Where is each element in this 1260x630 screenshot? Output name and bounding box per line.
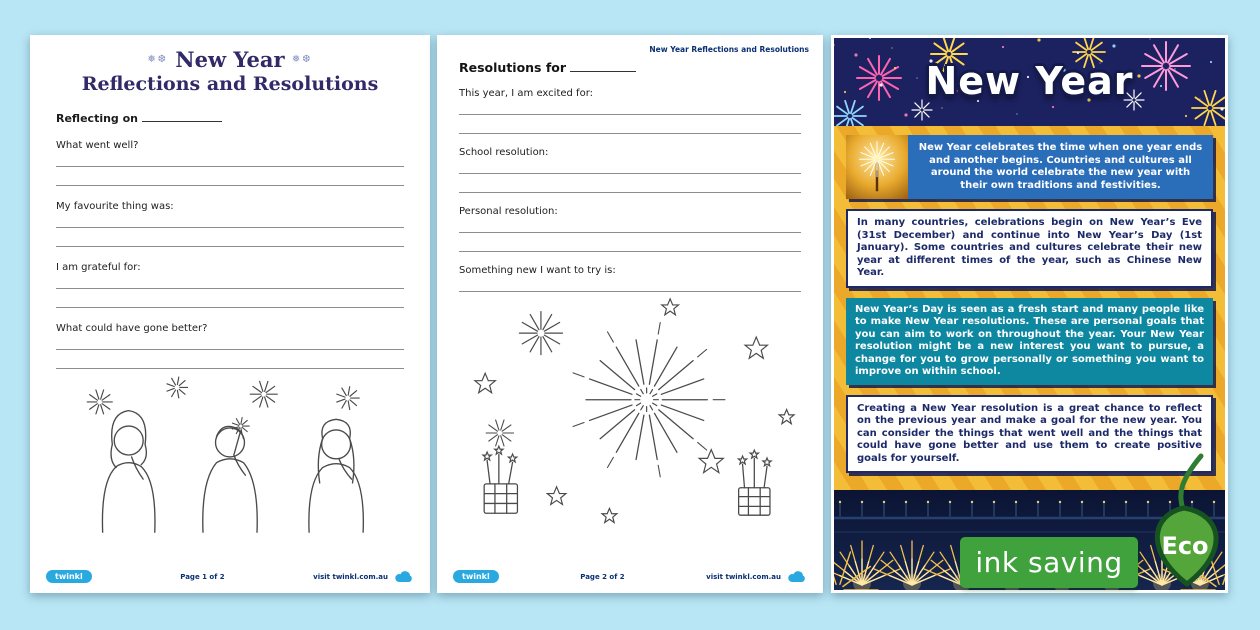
visit-url: visit twinkl.com.au	[706, 572, 781, 581]
fact-box-resolutions: New Year’s Day is seen as a fresh start and many people like to make New Year resolutions. These are personal goals that you can aim to work on throughout the year. Your New Year resolution might be a new interest you want to pursue, a change for you to grow personally or something you want to improve on within school.	[846, 298, 1213, 385]
twinkl-logo: twinkl	[46, 570, 92, 583]
sparkler-image	[846, 135, 908, 199]
prompt-block	[459, 206, 801, 252]
writing-line	[56, 349, 404, 350]
page-footer	[437, 570, 823, 583]
ink-saving-label: ink saving	[975, 546, 1123, 579]
prompt-block	[56, 140, 404, 186]
title-line-1	[30, 47, 430, 72]
intro-box	[846, 135, 1213, 199]
prompt-block	[459, 147, 801, 193]
prompt-label: School resolution:	[459, 147, 549, 158]
visit-url: visit twinkl.com.au	[313, 572, 388, 581]
prompt-block	[56, 201, 404, 247]
fill-in-blank	[570, 61, 636, 72]
twinkl-logo: twinkl	[453, 570, 499, 583]
fact-box-celebrations: In many countries, celebrations begin on New Year’s Eve (31st December) and continue into New Year’s Day (1st January). Some countries and cultures celebrate their new year at different times of the year, such as Chinese New Year.	[846, 209, 1213, 288]
fireworks-illustration	[457, 294, 803, 524]
title-line-2: Reflections and Resolutions	[81, 73, 379, 95]
title-text-1: New Year	[175, 47, 285, 72]
writing-line	[56, 246, 404, 247]
fill-in-blank	[142, 111, 222, 122]
writing-line	[56, 368, 404, 369]
intro-text	[908, 135, 1213, 199]
twinkl-cloud-icon	[787, 570, 807, 583]
resolutions-for-field	[459, 60, 801, 75]
worksheet-page-1	[30, 35, 430, 593]
writing-line	[459, 251, 801, 252]
prompt-label: This year, I am excited for:	[459, 88, 593, 99]
poster-body	[834, 126, 1225, 490]
resolutions-for-label: Resolutions for	[459, 60, 567, 75]
writing-line	[56, 288, 404, 289]
writing-line	[459, 114, 801, 115]
page-number: Page 1 of 2	[180, 572, 225, 581]
prompt-block	[56, 262, 404, 308]
writing-line	[459, 232, 801, 233]
snowflake-icon: ❅❆	[291, 54, 313, 65]
worksheet-page-2	[437, 35, 823, 593]
poster-header	[834, 38, 1225, 126]
twinkl-cloud-icon	[394, 570, 414, 583]
prompt-block	[459, 88, 801, 134]
writing-line	[459, 133, 801, 134]
writing-line	[56, 307, 404, 308]
reflecting-on-label: Reflecting on	[56, 112, 139, 125]
ink-saving-badge	[960, 537, 1138, 588]
writing-line	[56, 227, 404, 228]
intro-paragraph: New Year celebrates the time when one year ends and another begins. Countries and cultures all around the world celebrate the new year with their own traditions and festivities.	[918, 142, 1203, 191]
writing-line	[56, 166, 404, 167]
page-header: New Year Reflections and Resolutions	[649, 45, 809, 54]
eco-leaf-icon	[1137, 450, 1229, 590]
writing-line	[459, 291, 801, 292]
prompt-label: My favourite thing was:	[56, 201, 174, 212]
prompt-label: What went well?	[56, 140, 139, 151]
prompt-block	[56, 323, 404, 369]
page-footer	[30, 570, 430, 583]
prompt-block	[459, 265, 801, 292]
prompt-label: I am grateful for:	[56, 262, 141, 273]
writing-line	[56, 185, 404, 186]
children-sparklers-illustration	[50, 373, 410, 537]
worksheet-title	[30, 47, 430, 95]
sparkler-icon	[846, 135, 908, 199]
writing-line	[459, 192, 801, 193]
snowflake-icon: ❅❆	[147, 54, 169, 65]
writing-line	[459, 173, 801, 174]
poster-title: New Year	[925, 59, 1134, 103]
reflecting-on-field	[56, 111, 404, 125]
fact-box-reflection: Creating a New Year resolution is a great chance to reflect on the previous year and make a goal for the new year. You can consider the things that went well and the things that could have gone better and use them to create positive goals for yourself.	[846, 395, 1213, 474]
eco-label: Eco	[1161, 532, 1209, 560]
page-number: Page 2 of 2	[580, 572, 625, 581]
prompt-label: Personal resolution:	[459, 206, 558, 217]
prompt-label: Something new I want to try is:	[459, 265, 616, 276]
prompt-label: What could have gone better?	[56, 323, 208, 334]
